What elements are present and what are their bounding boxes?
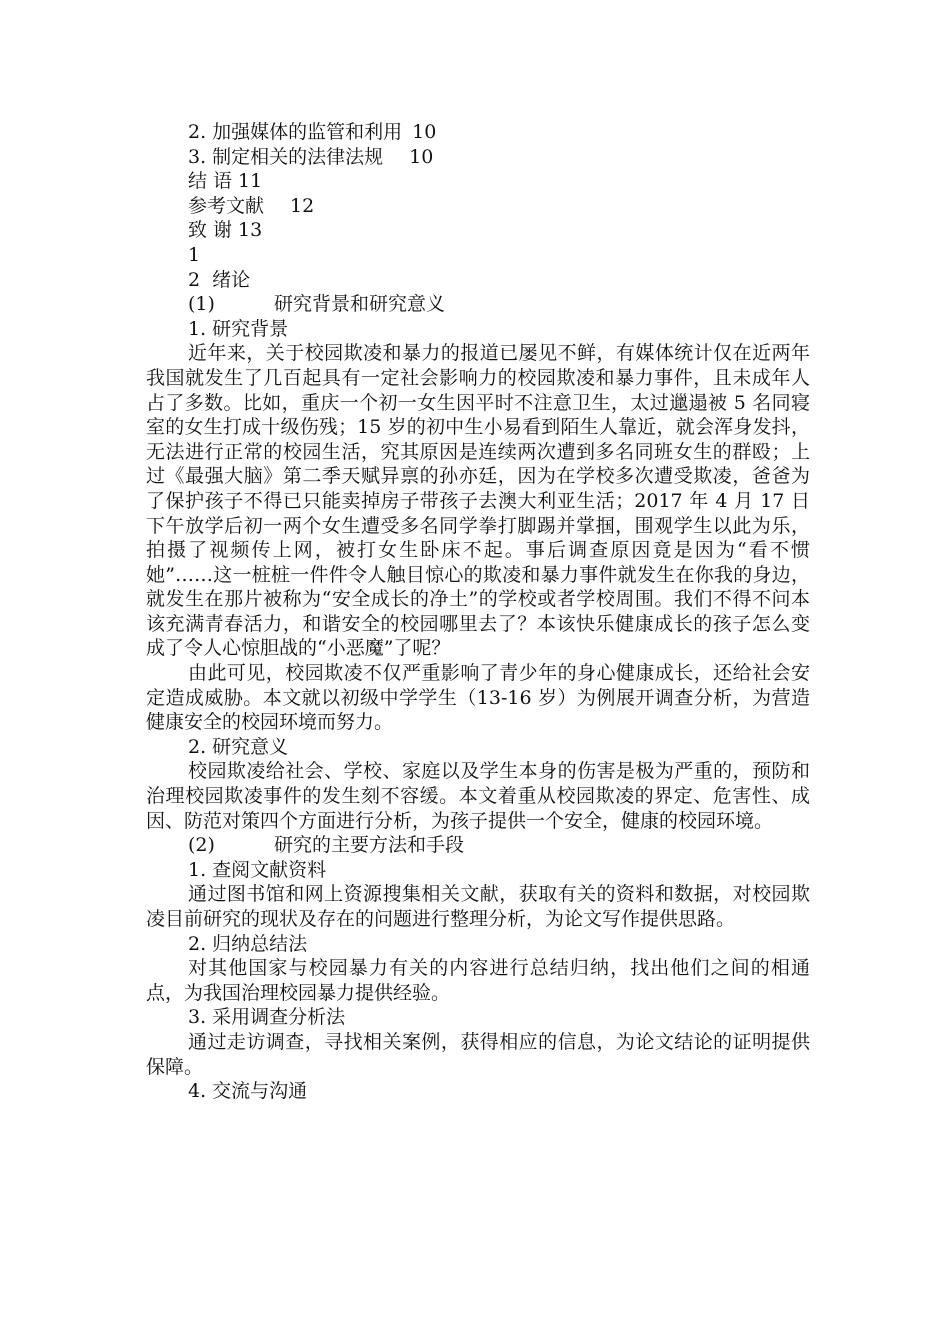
toc-entry: [146, 169, 810, 194]
section-label: (2): [188, 834, 215, 857]
subsection-heading: 2. 研究意义: [188, 735, 289, 758]
body-paragraph: 对其他国家与校园暴力有关的内容进行总结归纳，找出他们之间的相通点，为我国治理校园暴力提供经验。: [146, 957, 810, 1004]
section-title: 研究背景和研究意义: [274, 293, 446, 316]
subsection-heading: 2. 归纳总结法: [188, 932, 308, 955]
toc-entry: [146, 218, 810, 243]
toc-entry-page: 10: [409, 145, 434, 168]
toc-entry-text: 3. 制定相关的法律法规: [188, 145, 384, 168]
subsection-heading: 1. 研究背景: [188, 317, 289, 340]
toc-entry: [146, 120, 810, 145]
subsection-heading: 4. 交流与沟通: [188, 1080, 308, 1103]
toc-entry-text: 参考文献: [188, 194, 265, 217]
toc-entry-text: 结 语: [188, 170, 233, 193]
toc-entry: [146, 145, 810, 170]
toc-entry-page: 10: [412, 121, 437, 143]
body-paragraph: 通过走访调查，寻找相关案例，获得相应的信息，为论文结论的证明提供保障。: [146, 1030, 810, 1078]
body-paragraph: 校园欺凌给社会、学校、家庭以及学生本身的伤害是极为严重的，预防和治理校园欺凌事件的发生刻不容缓。本文着重从校园欺凌的界定、危害性、成因、防范对策四个方面进行分析，为孩子提供一个安全，健康的校园环境。: [146, 760, 810, 832]
toc-entry-text: 致 谢: [188, 219, 233, 242]
body-paragraph: 由此可见，校园欺凌不仅严重影响了青少年的身心健康成长，还给社会安定造成威胁。本文就以初级中学学生（13-16 岁）为例展开调查分析，为营造健康安全的校园环境而努力。: [146, 662, 810, 734]
toc-entry: [146, 194, 810, 219]
body-paragraph: 通过图书馆和网上资源搜集相关文献，获取有关的资料和数据，对校园欺凌目前研究的现状及存在的问题进行整理分析，为论文写作提供思路。: [146, 883, 810, 930]
section-heading: [146, 292, 810, 317]
toc-entry-page: 13: [238, 219, 263, 242]
page-number: 1: [188, 243, 201, 266]
subsection-heading: 1. 查阅文献资料: [188, 858, 327, 881]
section-title: 研究的主要方法和手段: [274, 834, 465, 857]
subsection-heading: 3. 采用调查分析法: [188, 1006, 346, 1029]
toc-entry-text: 2. 加强媒体的监管和利用: [188, 121, 403, 143]
chapter-title: 2 绪论: [188, 268, 251, 291]
section-heading: [146, 833, 810, 858]
section-label: (1): [188, 293, 215, 316]
toc-entry-page: 11: [238, 170, 263, 193]
document-body: [146, 120, 810, 1104]
body-paragraph: 近年来，关于校园欺凌和暴力的报道已屡见不鲜，有媒体统计仅在近两年我国就发生了几百起具有一定社会影响力的校园欺凌和暴力事件，且未成年人占了多数。比如，重庆一个初一女生因平时不注意卫生，太过邋遢被 5 名同寝室的女生打成十级伤残；15 岁的初中生小易看到陌生人靠近，就会浑身发抖，无法进行正常的校园生活，究其原因是连续两次遭到多名同班女生的群殴；上过《最强大脑》第二季天赋异禀的孙亦廷，因为在学校多次遭受欺凌，爸爸为了保护孩子不得已只能卖掉房子带孩子去澳大利亚生活；2017 年 4 月 17 日下午放学后初一两个女生遭受多名同学拳打脚踢并掌掴，围观学生以此为乐，拍摄了视频传上网，被打女生卧床不起。事后调查原因竟是因为“看不惯她”……这一桩桩一件件令人触目惊心的欺凌和暴力事件就发生在你我的身边，就发生在那片被称为“安全成长的净土”的学校或者学校周围。我们不得不问本该充满青春活力，和谐安全的校园哪里去了？本该快乐健康成长的孩子怎么变成了令人心惊胆战的“小恶魔”了呢？: [146, 342, 810, 660]
toc-entry-page: 12: [290, 194, 315, 217]
